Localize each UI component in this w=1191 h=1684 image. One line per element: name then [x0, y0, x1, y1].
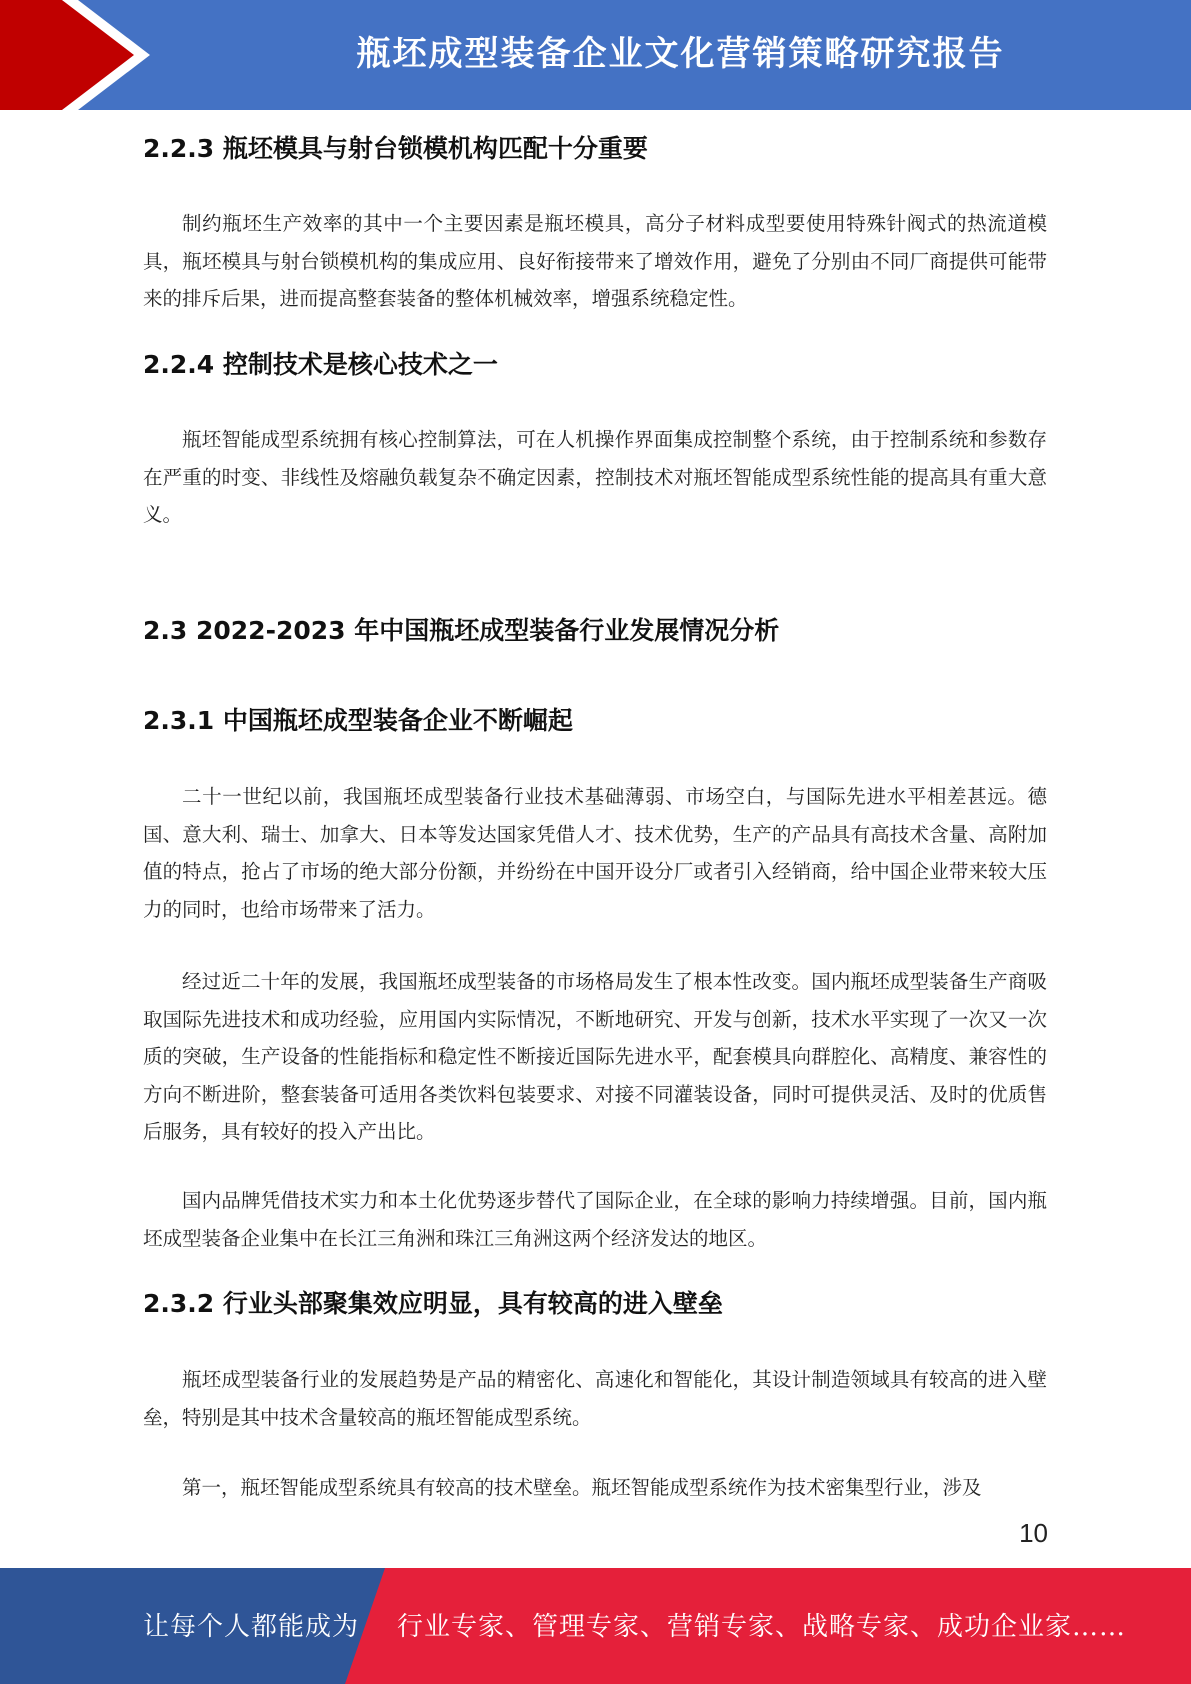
page-footer	[0, 1568, 1191, 1684]
paragraph: 制约瓶坯生产效率的其中一个主要因素是瓶坯模具，高分子材料成型要使用特殊针阀式的热流道模具，瓶坯模具与射台锁模机构的集成应用、良好衔接带来了增效作用，避免了分别由不同厂商提供可能带来的排斥后果，进而提高整套装备的整体机械效率，增强系统稳定性。	[143, 212, 1047, 310]
paragraph: 国内品牌凭借技术实力和本土化优势逐步替代了国际企业，在全球的影响力持续增强。目前，国内瓶坯成型装备企业集中在长江三角洲和珠江三角洲这两个经济发达的地区。	[143, 1189, 1047, 1250]
paragraph: 二十一世纪以前，我国瓶坯成型装备行业技术基础薄弱、市场空白，与国际先进水平相差甚远。德国、意大利、瑞士、加拿大、日本等发达国家凭借人才、技术优势，生产的产品具有高技术含量、高附加值的特点，抢占了市场的绝大部分份额，并纷纷在中国开设分厂或者引入经销商，给中国企业带来较大压力的同时，也给市场带来了活力。	[143, 785, 1047, 921]
section-heading-2-3-2: 2.3.2 行业头部聚集效应明显，具有较高的进入壁垒	[143, 1289, 723, 1318]
section-heading-2-2-4: 2.2.4 控制技术是核心技术之一	[143, 350, 498, 379]
footer-slogan-right: 行业专家、管理专家、营销专家、战略专家、成功企业家……	[397, 1612, 1127, 1642]
section-heading-2-3-1: 2.3.1 中国瓶坯成型装备企业不断崛起	[143, 706, 573, 735]
paragraph: 瓶坯智能成型系统拥有核心控制算法，可在人机操作界面集成控制整个系统，由于控制系统和参数存在严重的时变、非线性及熔融负载复杂不确定因素，控制技术对瓶坯智能成型系统性能的提高具有重大意义。	[143, 428, 1047, 526]
paragraph: 经过近二十年的发展，我国瓶坯成型装备的市场格局发生了根本性改变。国内瓶坯成型装备生产商吸取国际先进技术和成功经验，应用国内实际情况，不断地研究、开发与创新，技术水平实现了一次又一次质的突破，生产设备的性能指标和稳定性不断接近国际先进水平，配套模具向群腔化、高精度、兼容性的方向不断进阶，整套装备可适用各类饮料包装要求、对接不同灌装设备，同时可提供灵活、及时的优质售后服务，具有较好的投入产出比。	[143, 970, 1047, 1143]
section-heading-2-3: 2.3 2022-2023 年中国瓶坯成型装备行业发展情况分析	[143, 616, 780, 645]
section-heading-2-2-3: 2.2.3 瓶坯模具与射台锁模机构匹配十分重要	[143, 134, 648, 163]
report-title: 瓶坯成型装备企业文化营销策略研究报告	[356, 34, 1005, 74]
paragraph: 第一，瓶坯智能成型系统具有较高的技术壁垒。瓶坯智能成型系统作为技术密集型行业，涉及	[182, 1476, 982, 1499]
paragraph: 瓶坯成型装备行业的发展趋势是产品的精密化、高速化和智能化，其设计制造领域具有较高的进入壁垒，特别是其中技术含量较高的瓶坯智能成型系统。	[143, 1368, 1047, 1429]
page-number: 10	[1019, 1518, 1048, 1548]
footer-slogan-left: 让每个人都能成为	[143, 1612, 360, 1642]
page-header	[0, 0, 1191, 110]
